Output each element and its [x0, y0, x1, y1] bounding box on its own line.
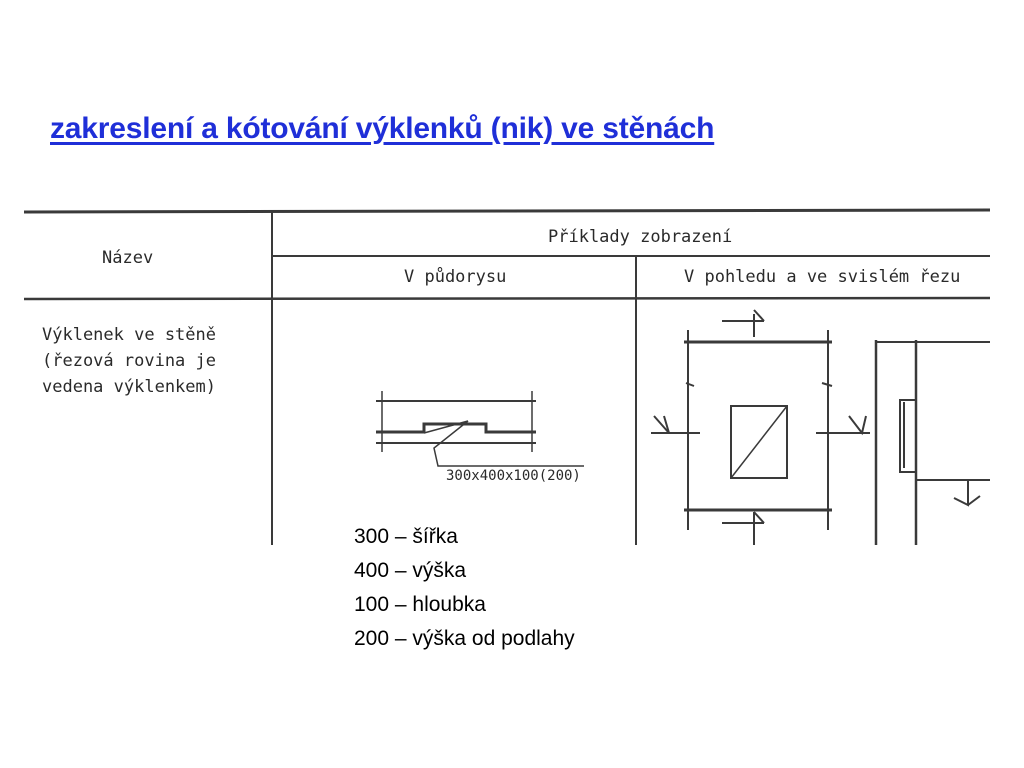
plan-niche-drawing	[376, 391, 584, 466]
table-top-border	[24, 210, 990, 212]
view-niche-drawing	[651, 310, 870, 545]
dimension-label: 300x400x100(200)	[446, 468, 581, 484]
header-examples: Příklady zobrazení	[548, 227, 733, 247]
page-title: zakreslení a kótování výklenků (nik) ve stěnách	[50, 112, 715, 145]
header-view: V pohledu a ve svislém řezu	[684, 267, 961, 287]
scanned-table-figure	[24, 190, 990, 545]
row-label-line-1: Výklenek ve stěně	[42, 325, 216, 345]
legend-item-height: 400 – výška	[354, 559, 467, 582]
legend-item-width: 300 – šířka	[354, 525, 458, 548]
table-drawing	[24, 190, 990, 545]
legend-item-floor-height: 200 – výška od podlahy	[354, 627, 575, 650]
dimension-legend	[354, 520, 575, 656]
header-name: Název	[102, 248, 154, 268]
header-bottom-border	[24, 298, 990, 299]
row-label-line-3: vedena výklenkem)	[42, 377, 216, 397]
legend-item-depth: 100 – hloubka	[354, 593, 486, 616]
header-plan: V půdorysu	[404, 267, 507, 287]
section-niche-drawing	[876, 340, 990, 545]
row-label-line-2: (řezová rovina je	[42, 351, 216, 371]
